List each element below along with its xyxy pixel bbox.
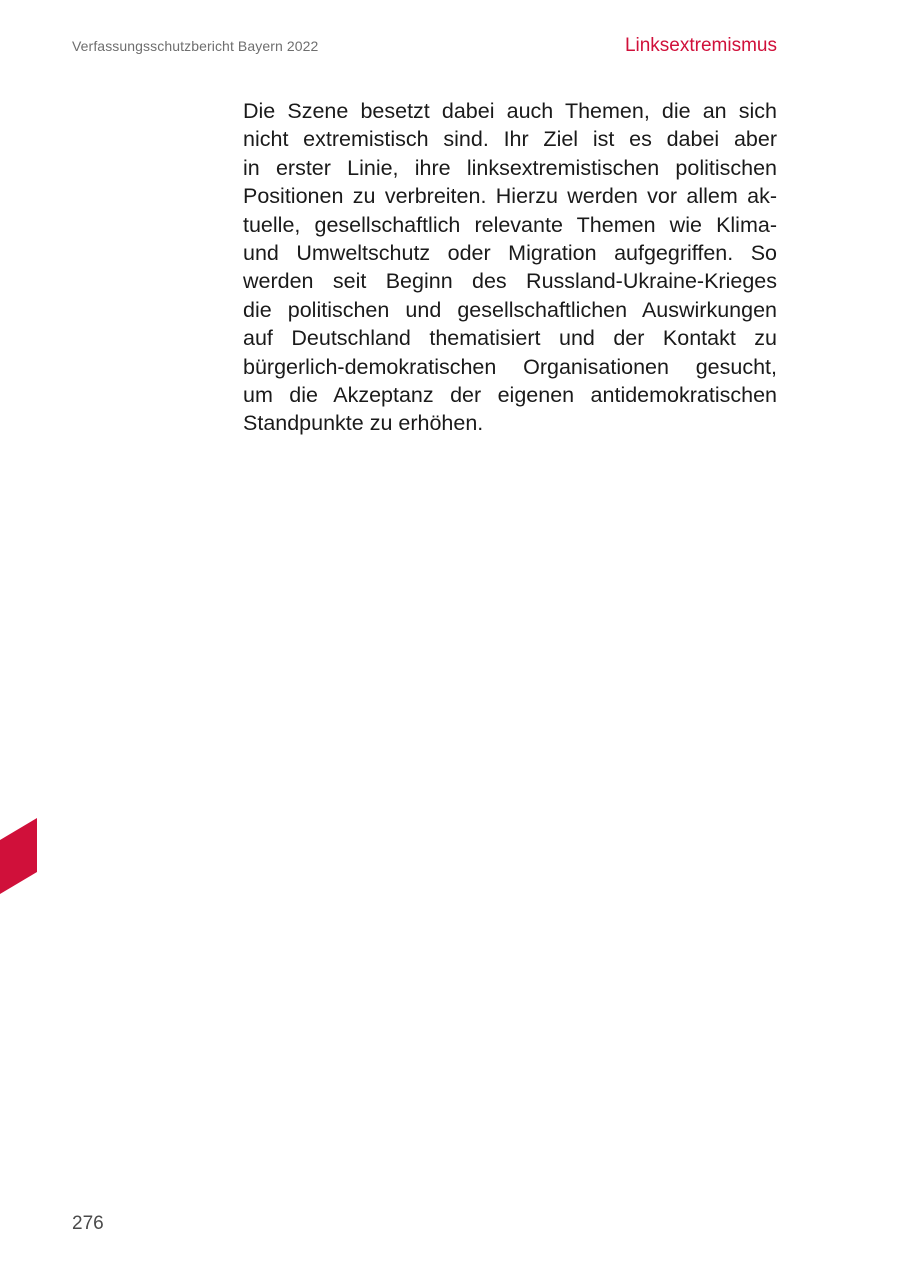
- running-head-chapter: Linksextremismus: [624, 35, 777, 56]
- chapter-tab-shape: [0, 818, 37, 894]
- paragraph-line: Die Szene besetzt dabei auch Themen, die an sich: [243, 99, 777, 123]
- page-number: 276: [72, 1213, 104, 1234]
- running-head-publication: Verfassungsschutzbericht Bayern 2022: [72, 38, 319, 54]
- chapter-tab-marker-icon: [0, 818, 37, 894]
- body-paragraph: [243, 97, 777, 438]
- paragraph-line: Positionen zu verbreiten. Hierzu werden vor allem ak-: [243, 184, 777, 209]
- paragraph-line: um die Akzeptanz der eigenen antidemokratischen: [243, 383, 777, 408]
- paragraph-line: nicht extremistisch sind. Ihr Ziel ist es dabei aber: [243, 127, 777, 152]
- paragraph-line: in erster Linie, ihre linksextremistischen politischen: [243, 155, 777, 180]
- paragraph-line: auf Deutschland thematisiert und der Kontakt zu: [243, 326, 777, 351]
- paragraph-line: werden seit Beginn des Russland-Ukraine-Krieges: [243, 269, 777, 294]
- paragraph-line: Standpunkte zu erhöhen.: [243, 411, 484, 436]
- paragraph-line: tuelle, gesellschaftlich relevante Themen wie Klima-: [243, 212, 777, 237]
- paragraph-line: die politischen und gesellschaftlichen Auswirkungen: [243, 297, 777, 322]
- paragraph-line: bürgerlich-demokratischen Organisationen gesucht,: [243, 354, 777, 379]
- paragraph-line: und Umweltschutz oder Migration aufgegriffen. So: [243, 241, 777, 266]
